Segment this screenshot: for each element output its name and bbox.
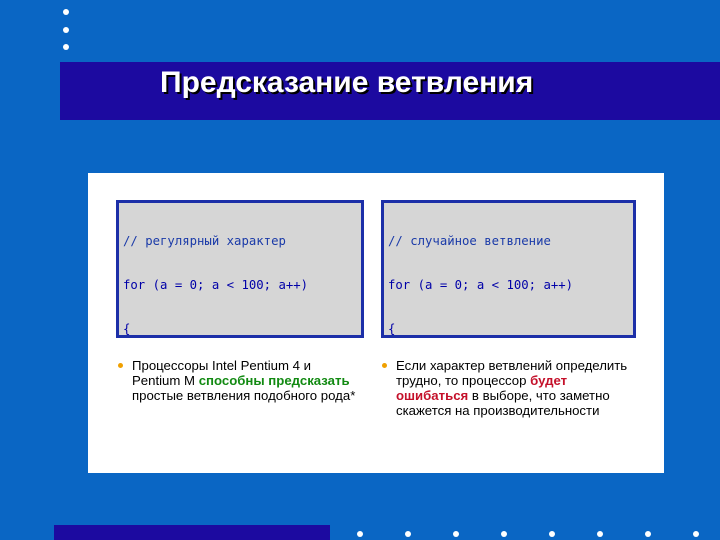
code-line: for (a = 0; a < 100; a++) [388,277,574,292]
code-line: { [123,321,131,336]
bullet-icon [382,363,387,368]
bullet-highlight: будет ошибаться [396,373,568,403]
bullet-text [396,358,632,418]
decorative-dot [453,531,459,537]
code-line: // регулярный характер [123,234,286,249]
code-block-random [381,200,636,338]
code-line: // случайное ветвление [388,234,551,249]
code-line: for (a = 0; a < 100; a++) [123,277,309,292]
bullet-left [118,358,358,403]
bullet-icon [118,363,123,368]
decorative-dot [63,9,69,15]
bullet-text [132,358,358,403]
decorative-dot [645,531,651,537]
decorative-dot [63,44,69,50]
bullet-text-part: в выборе, что заметно скажется на производительности [396,388,610,418]
decorative-dot [597,531,603,537]
code-block-regular [116,200,364,338]
code-line: { [388,321,396,336]
bullet-text-part: Процессоры Intel Pentium 4 и Pentium M [132,358,312,388]
decorative-dot [693,531,699,537]
bullet-text-part: простые ветвления подобного рода* [132,388,356,403]
footer-bar [54,525,330,540]
decorative-dot [501,531,507,537]
bullet-right [382,358,632,418]
decorative-dot [357,531,363,537]
bullet-text-part: Если характер ветвлений определить трудно, то процессор [396,358,628,388]
bullet-highlight: способны предсказать [198,373,350,388]
decorative-dot [63,27,69,33]
slide-title: Предсказание ветвления [160,66,534,99]
decorative-dot [405,531,411,537]
decorative-dot [549,531,555,537]
